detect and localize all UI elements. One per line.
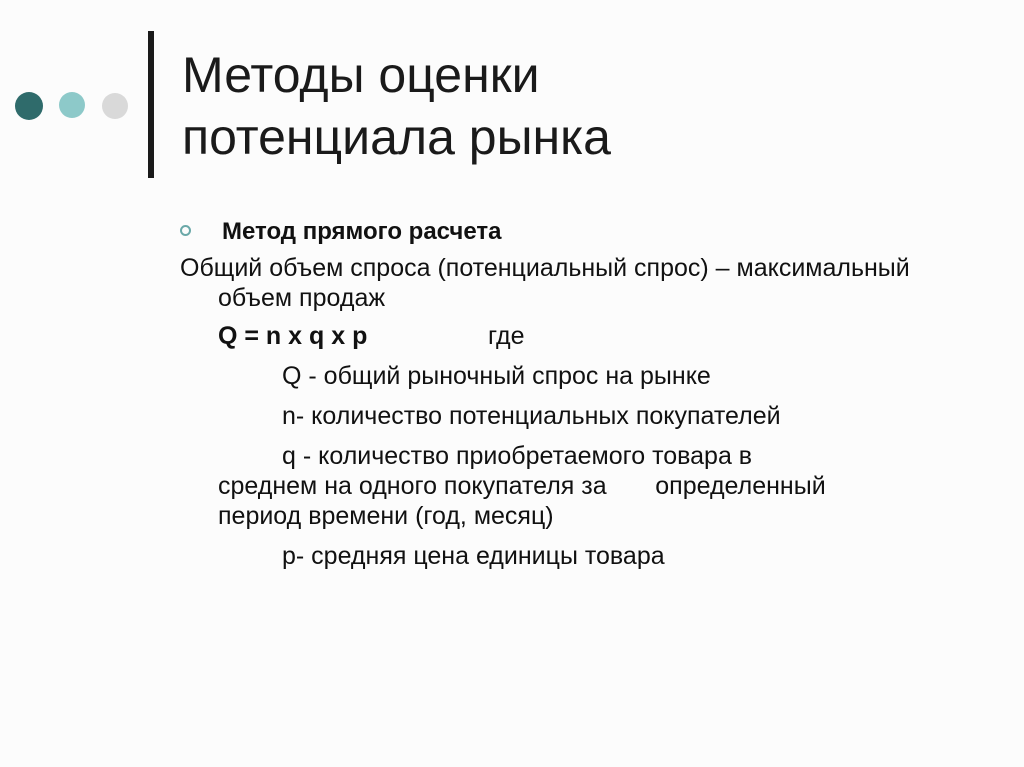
definition-paragraph: Общий объем спроса (потенциальный спрос) – максимальный объем продаж xyxy=(180,254,910,312)
formula-row xyxy=(180,321,980,355)
title-line-2: потенциала рынка xyxy=(182,109,611,165)
bullet-heading: Метод прямого расчета xyxy=(222,218,502,245)
definition-q-line-3: период времени (год, месяц) xyxy=(218,502,554,530)
where-label: где xyxy=(488,322,525,350)
definition-q-line-2: среднем на одного покупателя за определенный xyxy=(218,472,826,500)
bullet-item xyxy=(180,215,980,249)
definition-n: n- количество потенциальных покупателей xyxy=(282,402,781,430)
formula: Q = n x q x p xyxy=(218,322,368,350)
definition-Q: Q - общий рыночный спрос на рынке xyxy=(282,362,711,390)
decorative-dot-dark xyxy=(15,92,43,120)
decorative-dot-grey xyxy=(102,93,128,119)
definition-q xyxy=(180,441,980,531)
title-line-1: Методы оценки xyxy=(182,47,540,103)
title-divider xyxy=(148,31,154,178)
bullet-circle-icon xyxy=(180,225,191,236)
decorative-dot-light xyxy=(59,92,85,118)
definition-q-line-1: q - количество приобретаемого товара в xyxy=(282,442,753,470)
slide-title xyxy=(182,44,982,168)
slide-body xyxy=(180,215,980,581)
definition-p: p- средняя цена единицы товара xyxy=(282,542,665,570)
